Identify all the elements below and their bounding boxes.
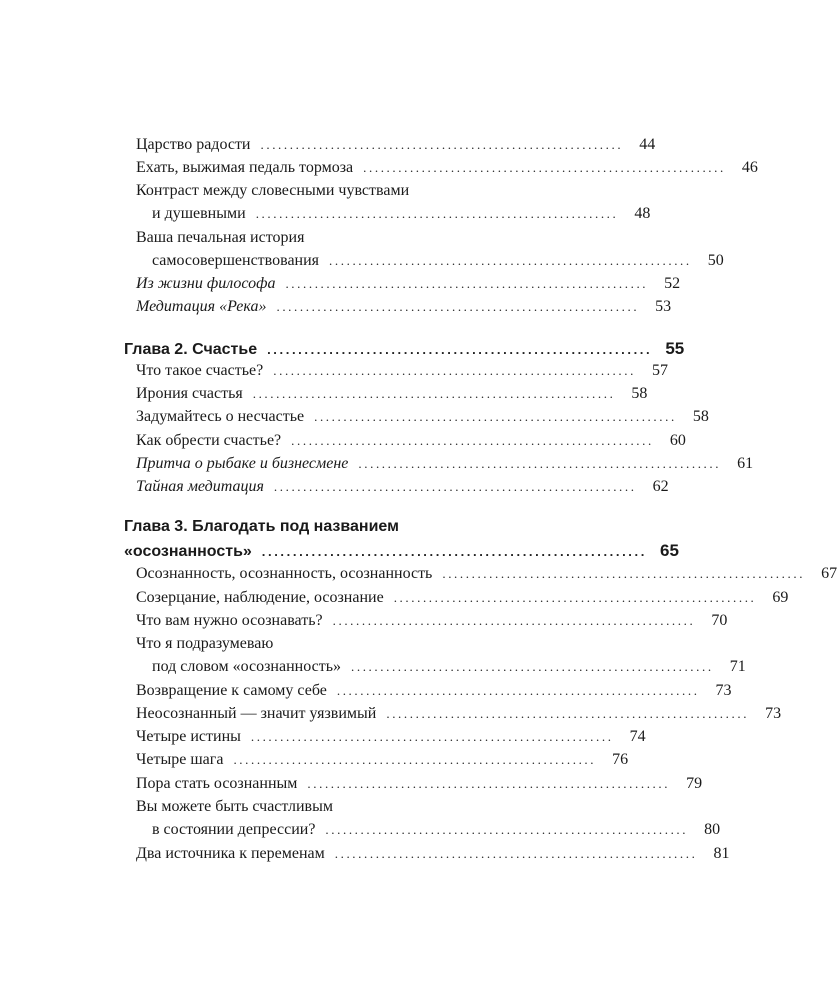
dot-leader: .............................................................. [291, 433, 654, 448]
toc-entry [136, 609, 728, 632]
toc-page-number: 81 [713, 845, 730, 862]
toc-entry [136, 156, 758, 179]
toc-entry-title-line1: Контраст между словесными чувствами [136, 182, 410, 199]
toc-entry-title: Осознанность, осознанность, осознанность [136, 565, 433, 582]
toc-entry-title: Задумайтесь о несчастье [136, 408, 305, 425]
toc-entry-title-line2: и душевными [152, 205, 246, 222]
dot-leader: .............................................................. [442, 566, 806, 581]
toc-entry [136, 475, 669, 498]
chapter-title-line1: Глава 3. Благодать под названием [124, 518, 399, 535]
toc-entry-title: Возвращение к самому себе [136, 682, 327, 699]
toc-entry [152, 249, 724, 272]
dot-leader: .............................................................. [363, 160, 726, 175]
toc-entry [136, 452, 754, 475]
toc-entry-title: Что такое счастье? [136, 362, 264, 379]
toc-page-number: 80 [704, 821, 721, 838]
toc-entry-title: Четыре шага [136, 751, 224, 768]
toc-entry-title-line1: Ваша печальная история [136, 229, 305, 246]
toc-entry-title-line2: самосовершенствования [152, 252, 320, 269]
dot-leader: .............................................................. [334, 846, 698, 861]
toc-entry [136, 702, 782, 725]
toc-page-number: 71 [729, 658, 746, 675]
dot-leader: .............................................................. [250, 729, 614, 744]
toc-entry-title: Ирония счастья [136, 385, 243, 402]
dot-leader: .............................................................. [358, 456, 722, 471]
toc-entry [136, 679, 732, 702]
toc-page-number: 53 [655, 298, 672, 315]
toc-page-number: 76 [612, 751, 629, 768]
toc-page-number: 62 [652, 478, 669, 495]
toc-page-number: 52 [664, 275, 681, 292]
toc-entry [136, 272, 681, 295]
toc-entry-title-line1: Вы можете быть счастливым [136, 798, 333, 815]
toc-page-number: 70 [711, 612, 728, 629]
toc-entry-title: Медитация «Река» [136, 298, 267, 315]
toc-entry-title: Как обрести счастье? [136, 432, 282, 449]
toc-page-number: 79 [686, 775, 703, 792]
toc-page-number: 73 [715, 682, 732, 699]
dot-leader: .............................................................. [276, 299, 640, 314]
toc-entry-title-line2: под словом «осознанность» [152, 658, 341, 675]
dot-leader: .............................................................. [336, 683, 700, 698]
chapter-title: Глава 2. Счастье [124, 341, 258, 358]
toc-entry-title: Царство радости [136, 136, 251, 153]
toc-entry [152, 818, 721, 841]
toc-page-number: 46 [741, 159, 758, 176]
toc-entry [136, 725, 646, 748]
dot-leader: .............................................................. [307, 776, 671, 791]
toc-entry [136, 562, 837, 585]
toc-page-number: 67 [821, 565, 837, 582]
toc-entry [136, 842, 730, 865]
dot-leader: .............................................................. [273, 479, 637, 494]
chapter-page-number: 65 [660, 541, 679, 560]
chapter-title-line2: «осознанность» [124, 543, 252, 560]
dot-leader: .............................................................. [267, 342, 653, 357]
toc-entry-title: Два источника к переменам [136, 845, 325, 862]
toc-entry-title-line1: Что я подразумеваю [136, 635, 274, 652]
toc-entry-title: Ехать, выжимая педаль тормоза [136, 159, 354, 176]
toc-entry [136, 382, 648, 405]
chapter-page-number: 55 [665, 339, 685, 358]
toc-page-number: 58 [692, 408, 709, 425]
dot-leader: .............................................................. [233, 752, 597, 767]
toc-entry [152, 655, 746, 678]
dot-leader: .............................................................. [255, 206, 619, 221]
toc-page-number: 57 [651, 362, 668, 379]
chapter-heading [124, 538, 679, 564]
toc-page-number: 48 [634, 205, 651, 222]
dot-leader: .............................................................. [332, 613, 696, 628]
dot-leader: .............................................................. [314, 409, 677, 424]
dot-leader: .............................................................. [261, 544, 647, 559]
toc-entry [136, 586, 789, 609]
toc-entry [136, 405, 709, 428]
dot-leader: .............................................................. [393, 590, 757, 605]
dot-leader: .............................................................. [386, 706, 750, 721]
toc-page-number: 74 [629, 728, 646, 745]
toc-entry [136, 359, 668, 382]
toc-entry-title: Созерцание, наблюдение, осознание [136, 589, 384, 606]
toc-entry-title: Четыре истины [136, 728, 241, 745]
dot-leader: .............................................................. [260, 137, 624, 152]
toc-entry [136, 748, 629, 771]
toc-entry-title: Неосознанный — значит уязвимый [136, 705, 377, 722]
toc-entry [136, 772, 703, 795]
toc-page-number: 44 [639, 136, 656, 153]
dot-leader: .............................................................. [351, 659, 714, 674]
toc-entry-title: Из жизни философа [136, 275, 276, 292]
dot-leader: .............................................................. [325, 822, 689, 837]
toc-entry-title: Пора стать осознанным [136, 775, 298, 792]
dot-leader: .............................................................. [252, 386, 616, 401]
toc-page-number: 69 [772, 589, 789, 606]
dot-leader: .............................................................. [273, 363, 636, 378]
toc-page-number: 61 [737, 455, 754, 472]
dot-leader: .............................................................. [329, 253, 692, 268]
dot-leader: .............................................................. [285, 276, 649, 291]
toc-page-number: 60 [669, 432, 686, 449]
toc-entry [136, 429, 686, 452]
toc-entry-title: Что вам нужно осознавать? [136, 612, 323, 629]
toc-entry [136, 133, 656, 156]
toc-page-number: 58 [631, 385, 648, 402]
toc-entry [136, 295, 672, 318]
toc-entry-title-line2: в состоянии депрессии? [152, 821, 316, 838]
toc-page-number: 73 [765, 705, 782, 722]
toc-page-number: 50 [707, 252, 724, 269]
toc-entry-title: Тайная медитация [136, 478, 264, 495]
toc-entry-title: Притча о рыбаке и бизнесмене [136, 455, 349, 472]
toc-entry [152, 202, 651, 225]
